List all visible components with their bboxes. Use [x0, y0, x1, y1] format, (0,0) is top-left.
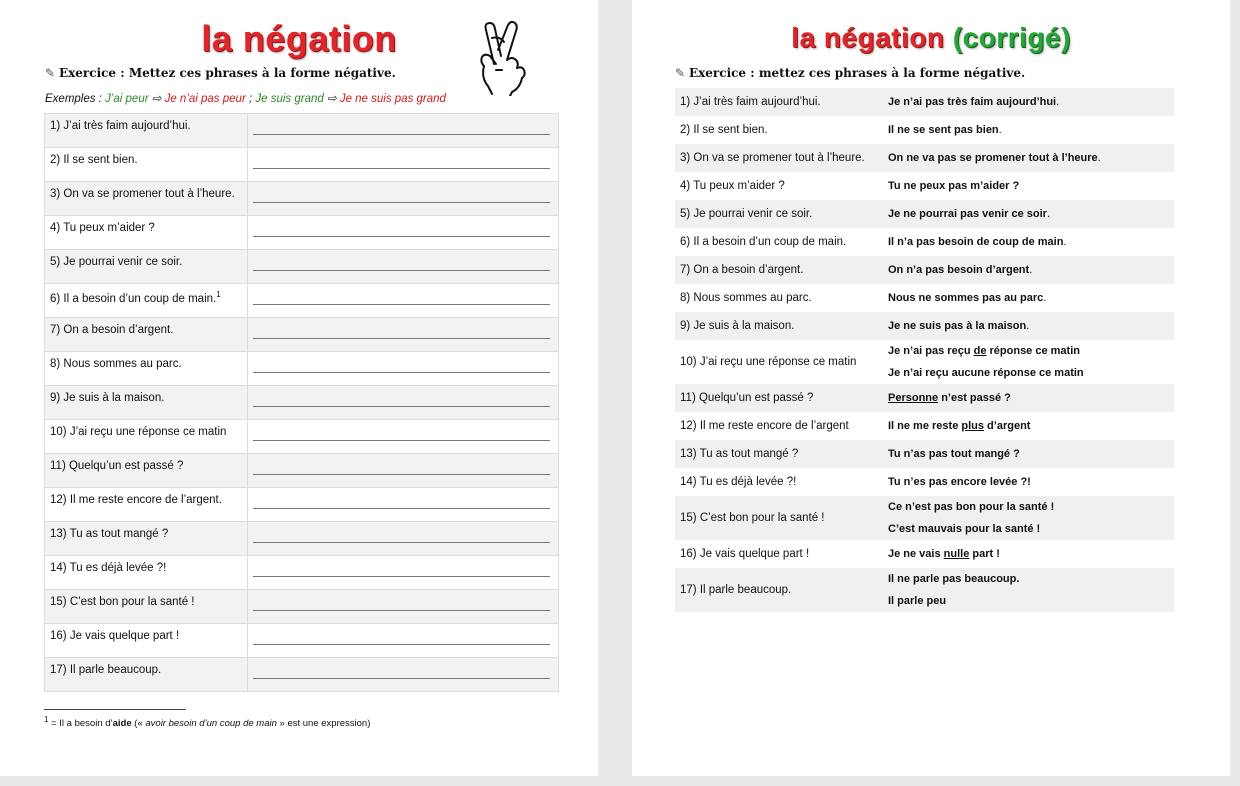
answer-field[interactable]: [248, 420, 559, 454]
exercise-row: [45, 182, 559, 216]
exercise-sentence: 4) Tu peux m’aider ?: [45, 216, 248, 250]
answer-key-row: [675, 284, 1174, 312]
exercise-sentence: 10) J’ai reçu une réponse ce matin: [45, 420, 248, 454]
original-sentence: 8) Nous sommes au parc.: [680, 292, 812, 304]
exercise-sentence: 1) J’ai très faim aujourd’hui.: [45, 114, 248, 148]
corrected-sentence: [883, 496, 1174, 540]
answer-field[interactable]: [248, 522, 559, 556]
exercise-row: [45, 284, 559, 318]
answer-line-1: Tu ne peux pas m’aider ?: [888, 180, 1020, 192]
arrow-icon: ⇨: [148, 93, 165, 105]
examples-separator: ;: [245, 93, 256, 105]
answer-line-1: Il n’a pas besoin de coup de main.: [888, 236, 1067, 248]
exercise-row: [45, 386, 559, 420]
crossed-fingers-icon: [474, 20, 528, 96]
answer-line: [253, 406, 550, 407]
original-sentence: 12) Il me reste encore de l’argent: [680, 420, 849, 432]
answer-line: [253, 168, 550, 169]
original-sentence: 9) Je suis à la maison.: [675, 312, 883, 340]
exercise-row: [45, 352, 559, 386]
answer-line: [253, 678, 550, 679]
exercise-sentence: 13) Tu as tout mangé ?: [45, 522, 248, 556]
exercise-row: [45, 658, 559, 692]
answer-field[interactable]: [248, 114, 559, 148]
answer-key-row: [675, 540, 1174, 568]
answer-key-row: [675, 116, 1174, 144]
exercise-sentence: 5) Je pourrai venir ce soir.: [45, 250, 248, 284]
original-sentence: 6) Il a besoin d’un coup de main.: [680, 236, 847, 248]
answer-field[interactable]: [248, 352, 559, 386]
answer-key-row: [675, 200, 1174, 228]
original-sentence: 7) On a besoin d’argent.: [675, 256, 883, 284]
original-sentence: 1) J’ai très faim aujourd’hui.: [675, 88, 883, 116]
answer-field[interactable]: [248, 658, 559, 692]
answer-field[interactable]: [248, 624, 559, 658]
pencil-icon: ✎: [45, 66, 56, 80]
exercise-row: [45, 250, 559, 284]
exercise-sentence: 9) Je suis à la maison.: [45, 386, 248, 420]
exercise-row: [45, 454, 559, 488]
answer-field[interactable]: [248, 318, 559, 352]
original-sentence: 10) J’ai reçu une réponse ce matin: [680, 356, 857, 368]
answer-line-1: On ne va pas se promener tout à l’heure.: [888, 152, 1101, 164]
original-sentence: 11) Quelqu’un est passé ?: [675, 384, 883, 412]
answer-line: [253, 644, 550, 645]
corrige-label: (corrigé): [952, 22, 1071, 53]
answer-line: [253, 610, 550, 611]
answer-field[interactable]: [248, 590, 559, 624]
example-2-answer: Je ne suis pas grand: [339, 93, 446, 105]
original-sentence: 17) Il parle beaucoup.: [675, 568, 883, 612]
answer-line: [253, 270, 550, 271]
answer-line: [253, 304, 550, 305]
answer-line-1: Personne n’est passé ?: [888, 392, 1011, 404]
original-sentence: 15) C’est bon pour la santé !: [675, 496, 883, 540]
answer-key-row: [675, 440, 1174, 468]
corrected-sentence: [883, 540, 1174, 568]
exercise-table: [44, 113, 559, 692]
corrected-sentence: [883, 284, 1174, 312]
answer-line: [253, 440, 550, 441]
answer-line: [253, 338, 550, 339]
answer-key-row: [675, 144, 1174, 172]
page-title: la négation: [201, 18, 397, 59]
exercise-sentence: 3) On va se promener tout à l’heure.: [45, 182, 248, 216]
examples-line: [45, 91, 446, 105]
answer-line: [253, 474, 550, 475]
corrected-sentence: [883, 116, 1174, 144]
corrected-sentence: [883, 384, 1174, 412]
answer-field[interactable]: [248, 284, 559, 318]
example-1-answer: Je n’ai pas peur: [164, 93, 246, 105]
emphasized-word: de: [973, 345, 987, 357]
answer-line-1: Je n’ai pas reçu de réponse ce matin: [888, 345, 1080, 357]
corrected-sentence: [883, 468, 1174, 496]
exercise-row: [45, 488, 559, 522]
corrected-sentence: [883, 228, 1174, 256]
answer-field[interactable]: [248, 454, 559, 488]
corrected-sentence: [883, 568, 1174, 612]
footnote-ref: 1: [216, 290, 221, 299]
answer-key-row: [675, 172, 1174, 200]
exercise-row: [45, 590, 559, 624]
example-1: J’ai peur: [105, 93, 149, 105]
original-sentence: 5) Je pourrai venir ce soir.: [675, 200, 883, 228]
exercise-sentence: 15) C’est bon pour la santé !: [45, 590, 248, 624]
emphasized-word: Personne: [888, 392, 939, 404]
original-sentence: 4) Tu peux m’aider ?: [680, 180, 785, 192]
exercise-row: [45, 522, 559, 556]
exercise-row: [45, 148, 559, 182]
answer-key-row: [675, 412, 1174, 440]
answer-field[interactable]: [248, 250, 559, 284]
emphasized-word: plus: [961, 420, 984, 432]
exercise-row: [45, 624, 559, 658]
answer-key-row: [675, 312, 1174, 340]
exercise-sentence: 8) Nous sommes au parc.: [45, 352, 248, 386]
pencil-icon: ✎: [675, 66, 686, 80]
exercise-row: [45, 420, 559, 454]
answer-line: [253, 576, 550, 577]
answer-field[interactable]: [248, 148, 559, 182]
corrected-sentence: [883, 144, 1174, 172]
answer-line-2: Je n’ai reçu aucune réponse ce matin: [888, 367, 1084, 379]
answer-key-row: [675, 468, 1174, 496]
answer-field[interactable]: [248, 182, 559, 216]
exercise-instruction: ✎ Exercice : Mettez ces phrases à la forme négative.: [45, 66, 396, 80]
corrected-sentence: [883, 340, 1174, 384]
answer-line-1: Il ne parle pas beaucoup.: [888, 573, 1020, 585]
emphasized-word: nulle: [943, 548, 970, 560]
answer-line-2: C’est mauvais pour la santé !: [888, 523, 1041, 535]
answer-field[interactable]: [248, 386, 559, 420]
answer-line-1: Nous ne sommes pas au parc.: [888, 292, 1047, 304]
answer-line: [253, 508, 550, 509]
answer-line: [253, 542, 550, 543]
worksheet-page: [0, 0, 598, 776]
exercise-sentence: 2) Il se sent bien.: [45, 148, 248, 182]
exercise-sentence: 16) Je vais quelque part !: [45, 624, 248, 658]
answer-line-1: Il ne se sent pas bien.: [888, 124, 1002, 136]
answer-key-row: [675, 496, 1174, 540]
answer-line: [253, 236, 550, 237]
corrected-sentence: [883, 200, 1174, 228]
arrow-icon: ⇨: [323, 93, 340, 105]
answer-key-row: [675, 88, 1174, 116]
original-sentence: 13) Tu as tout mangé ?: [675, 440, 883, 468]
answer-key-row: [675, 384, 1174, 412]
corrected-sentence: [883, 256, 1174, 284]
answer-key-row: [675, 340, 1174, 384]
answer-line-1: Il ne me reste plus d’argent: [888, 420, 1031, 432]
corrected-sentence: [883, 440, 1174, 468]
answer-line-1: Je ne suis pas à la maison.: [888, 320, 1030, 332]
answer-line: [253, 372, 550, 373]
original-sentence: 2) Il se sent bien.: [680, 124, 768, 136]
answer-field[interactable]: [248, 556, 559, 590]
answer-key-instruction: ✎ Exercice : mettez ces phrases à la forme négative.: [675, 66, 1026, 80]
exercise-row: [45, 556, 559, 590]
corrected-sentence: [883, 312, 1174, 340]
answer-line-2: Il parle peu: [888, 595, 947, 607]
footnote-divider: [44, 709, 186, 710]
answer-key-table: [675, 88, 1174, 612]
answer-line-1: On n’a pas besoin d’argent.: [888, 264, 1033, 276]
exercise-sentence: 6) Il a besoin d’un coup de main.$^1$: [45, 284, 248, 318]
exercise-sentence: 14) Tu es déjà levée ?!: [45, 556, 248, 590]
corrected-sentence: [883, 412, 1174, 440]
exercise-sentence: 7) On a besoin d’argent.: [45, 318, 248, 352]
answer-field[interactable]: [248, 488, 559, 522]
answer-line-1: Tu n’es pas encore levée ?!: [888, 476, 1031, 488]
corrected-sentence: [883, 172, 1174, 200]
original-sentence: 3) On va se promener tout à l’heure.: [675, 144, 883, 172]
answer-key-row: [675, 228, 1174, 256]
exercise-sentence: 11) Quelqu’un est passé ?: [45, 454, 248, 488]
answer-line-1: Je ne vais nulle part !: [888, 548, 1000, 560]
original-sentence: 14) Tu es déjà levée ?!: [680, 476, 797, 488]
examples-prefix: Exemples :: [45, 93, 106, 105]
answer-key-row: [675, 568, 1174, 612]
original-sentence: 16) Je vais quelque part !: [680, 548, 810, 560]
answer-line-1: Tu n’as pas tout mangé ?: [888, 448, 1020, 460]
answer-line: [253, 134, 550, 135]
exercise-sentence: 17) Il parle beaucoup.: [45, 658, 248, 692]
answer-field[interactable]: [248, 216, 559, 250]
exercise-row: [45, 216, 559, 250]
footnote: $^1$ = Il a besoin d’aide (« avoir besoin d’un coup de main » est une expression): [44, 715, 371, 730]
footnote-mark: 1: [44, 715, 49, 724]
corrected-sentence: [883, 88, 1174, 116]
answer-line-1: Je n’ai pas très faim aujourd’hui.: [888, 96, 1060, 108]
exercise-sentence: 12) Il me reste encore de l’argent.: [45, 488, 248, 522]
answer-key-title: la négation (corrigé): [791, 22, 1071, 53]
answer-line-1: Ce n’est pas bon pour la santé !: [888, 501, 1055, 513]
exercise-row: [45, 318, 559, 352]
answer-key-row: [675, 256, 1174, 284]
answer-line: [253, 202, 550, 203]
example-2: Je suis grand: [255, 93, 324, 105]
answer-line-1: Je ne pourrai pas venir ce soir.: [888, 208, 1051, 220]
exercise-row: [45, 114, 559, 148]
